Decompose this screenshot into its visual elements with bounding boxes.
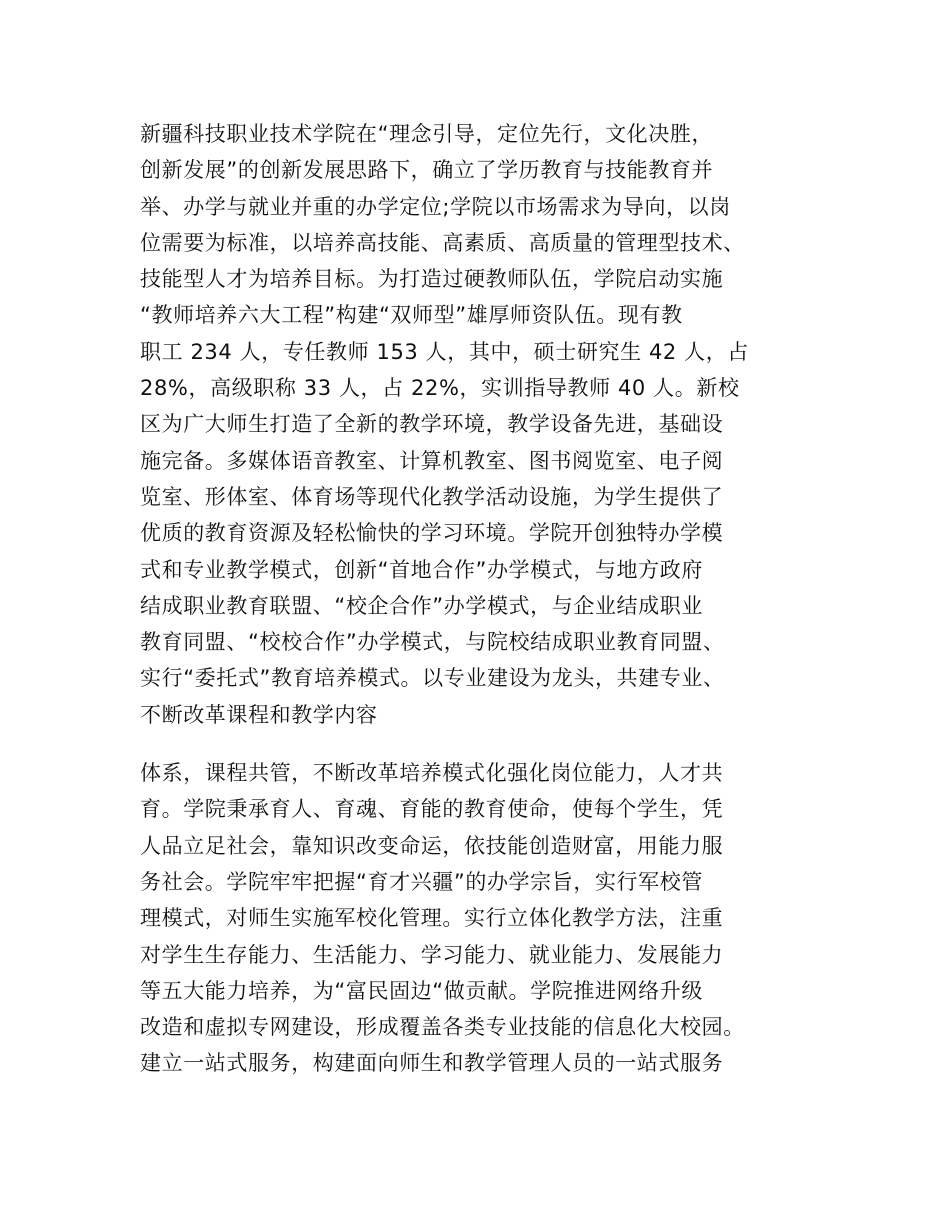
text-line: 优质的教育资源及轻松愉快的学习环境。学院开创独特办学模 [140, 521, 724, 546]
text-line: 教育同盟、“校校合作”办学模式，与院校结成职业教育同盟、 [140, 630, 725, 655]
text-line: 建立一站式服务，构建面向师生和教学管理人员的一站式服务 [140, 1051, 724, 1076]
text-line: 实行“委托式”教育培养模式。以专业建设为龙头，共建专业、 [140, 666, 725, 691]
text-line: 不断改革课程和教学内容 [140, 702, 378, 727]
text-line: 28%，高级职称 33 人，占 22%，实训指导教师 40 人。新校 [140, 376, 740, 401]
text-line: 举、办学与就业并重的办学定位;学院以市场需求为导向，以岗 [140, 194, 731, 219]
text-line: 创新发展”的创新发展思路下，确立了学历教育与技能教育并 [140, 158, 714, 183]
text-line: 区为广大师生打造了全新的教学环境，教学设备先进，基础设 [140, 412, 724, 437]
text-line: 新疆科技职业技术学院在“理念引导，定位先行，文化决胜， [140, 122, 714, 146]
text-line: 育。学院秉承育人、育魂、育能的教育使命，使每个学生，凭 [140, 797, 724, 822]
text-line: 职工 234 人，专任教师 153 人，其中，硕士研究生 42 人，占 [140, 339, 749, 364]
text-line: 人品立足社会，靠知识改变命运，依技能创造财富，用能力服 [140, 833, 724, 858]
text-line: 施完备。多媒体语音教室、计算机教室、图书阅览室、电子阅 [140, 448, 724, 473]
text-line: 览室、形体室、体育场等现代化教学活动设施，为学生提供了 [140, 484, 724, 509]
text-line: 结成职业教育联盟、“校企合作”办学模式，与企业结成职业 [140, 593, 703, 618]
text-line: 务社会。学院牢牢把握“育才兴疆”的办学宗旨，实行军校管 [140, 869, 703, 894]
text-line: 式和专业教学模式，创新“首地合作”办学模式，与地方政府 [140, 557, 703, 582]
text-line: 等五大能力培养，为“富民固边“做贡献。学院推进网络升级 [140, 978, 703, 1003]
paragraph-2 [140, 755, 810, 1082]
paragraph-1 [140, 116, 810, 733]
text-line: 技能型人才为培养目标。为打造过硬教师队伍，学院启动实施 [140, 267, 724, 292]
paragraph-gap [140, 733, 810, 755]
text-line: 位需要为标准，以培养高技能、高素质、高质量的管理型技术、 [140, 230, 745, 255]
text-line: “教师培养六大工程”构建“双师型”雄厚师资队伍。现有教 [140, 303, 683, 328]
text-line: 体系，课程共管，不断改革培养模式化强化岗位能力，人才共 [140, 761, 724, 786]
document-body [140, 116, 810, 1082]
text-line: 理模式，对师生实施军校化管理。实行立体化教学方法，注重 [140, 906, 724, 931]
text-line: 改造和虚拟专网建设，形成覆盖各类专业技能的信息化大校园。 [140, 1015, 745, 1040]
text-line: 对学生生存能力、生活能力、学习能力、就业能力、发展能力 [140, 942, 724, 967]
